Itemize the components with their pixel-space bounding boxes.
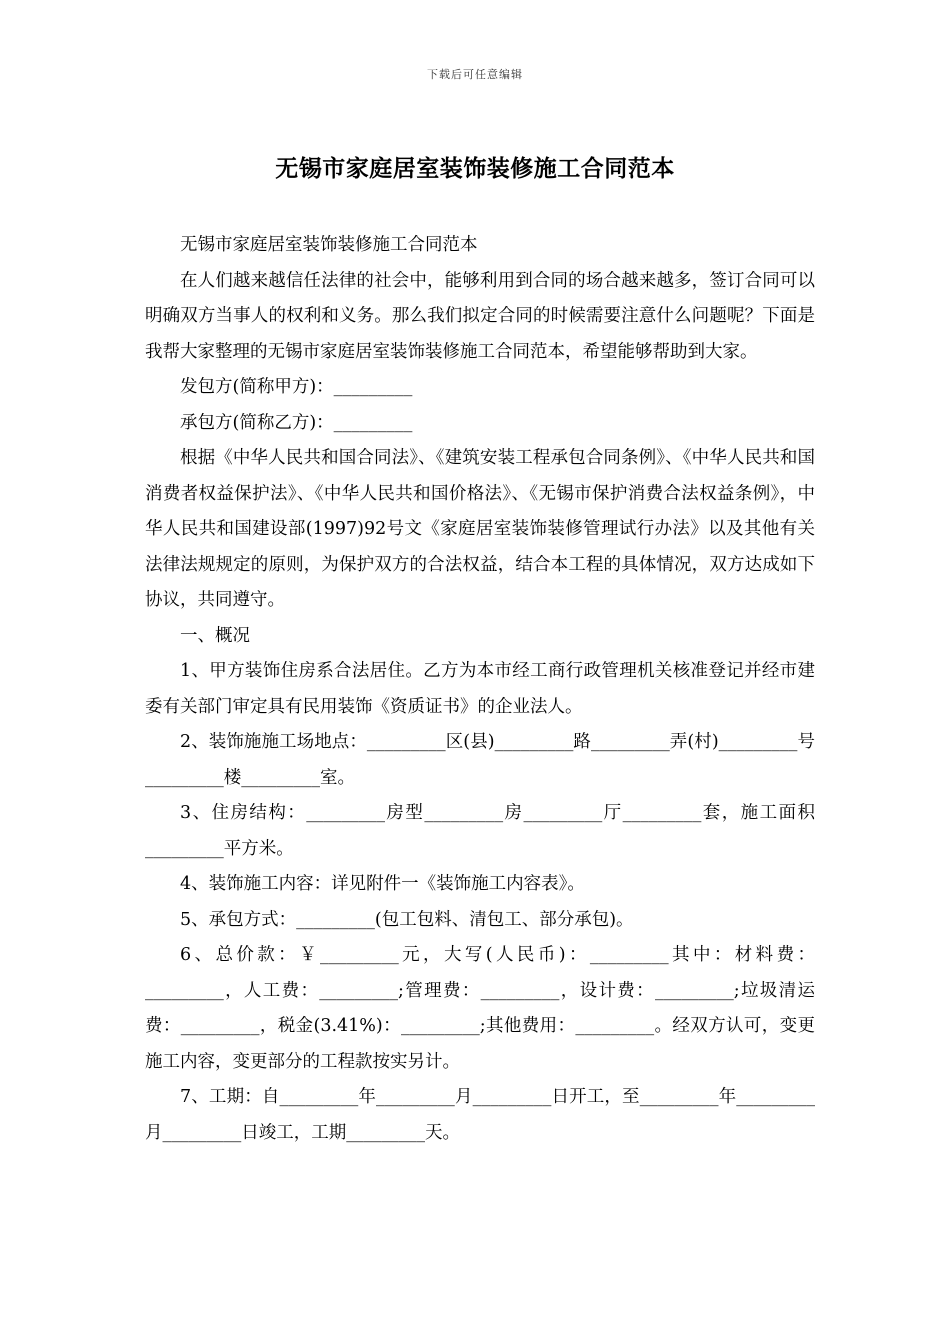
paragraph-legal-basis: 根据《中华人民共和国合同法》、《建筑安装工程承包合同条例》、《中华人民共和国消费者权益保护法》、《中华人民共和国价格法》、《无锡市保护消费合法权益条例》，中华人民共和国建设部(1997)92号文《家庭居室装饰装修管理试行办法》以及其他有关法律法规规定的原则，为保护双方的合法权益，结合本工程的具体情况，双方达成如下协议，共同遵守。 [145,448,815,610]
document-title: 无锡市家庭居室装饰装修施工合同范本 [275,155,675,182]
clause-6: 6、总价款：￥_________元，大写(人民币)：_________其中：材料费：_________，人工费：_________;管理费：_________，设计费：_________;垃圾清运费：_________，税金(3.41%)：_________;其他费用：_________。经双方认可，变更施工内容，变更部分的工程款按实另计。 [145,945,815,1072]
paragraph-subtitle: 无锡市家庭居室装饰装修施工合同范本 [180,235,478,255]
clause-1: 1、甲方装饰住房系合法居住。乙方为本市经工商行政管理机关核准登记并经市建委有关部门审定具有民用装饰《资质证书》的企业法人。 [145,661,815,717]
clause-7: 7、工期：自_________年_________月_________日开工，至_________年_________月_________日竣工，工期_________天。 [145,1087,815,1143]
clause-3: 3、住房结构：_________房型_________房_________厅_________套，施工面积_________平方米。 [145,803,815,859]
paragraph-intro: 在人们越来越信任法律的社会中，能够利用到合同的场合越来越多，签订合同可以明确双方当事人的权利和义务。那么我们拟定合同的时候需要注意什么问题呢？下面是我帮大家整理的无锡市家庭居室装饰装修施工合同范本，希望能够帮助到大家。 [145,270,815,362]
document-body [145,228,815,1151]
header-note: 下载后可任意编辑 [427,68,523,81]
clause-5: 5、承包方式：_________(包工包料、清包工、部分承包)。 [180,909,634,930]
clause-4: 4、装饰施工内容：详见附件一《装饰施工内容表》。 [180,874,585,894]
clause-2: 2、装饰施施工场地点：_________区(县)_________路_________弄(村)_________号_________楼_________室。 [145,732,815,788]
paragraph-party-b: 承包方(简称乙方)：_________ [180,412,413,433]
paragraph-party-a: 发包方(简称甲方)：_________ [180,377,413,397]
section-heading-overview: 一、概况 [180,625,250,646]
